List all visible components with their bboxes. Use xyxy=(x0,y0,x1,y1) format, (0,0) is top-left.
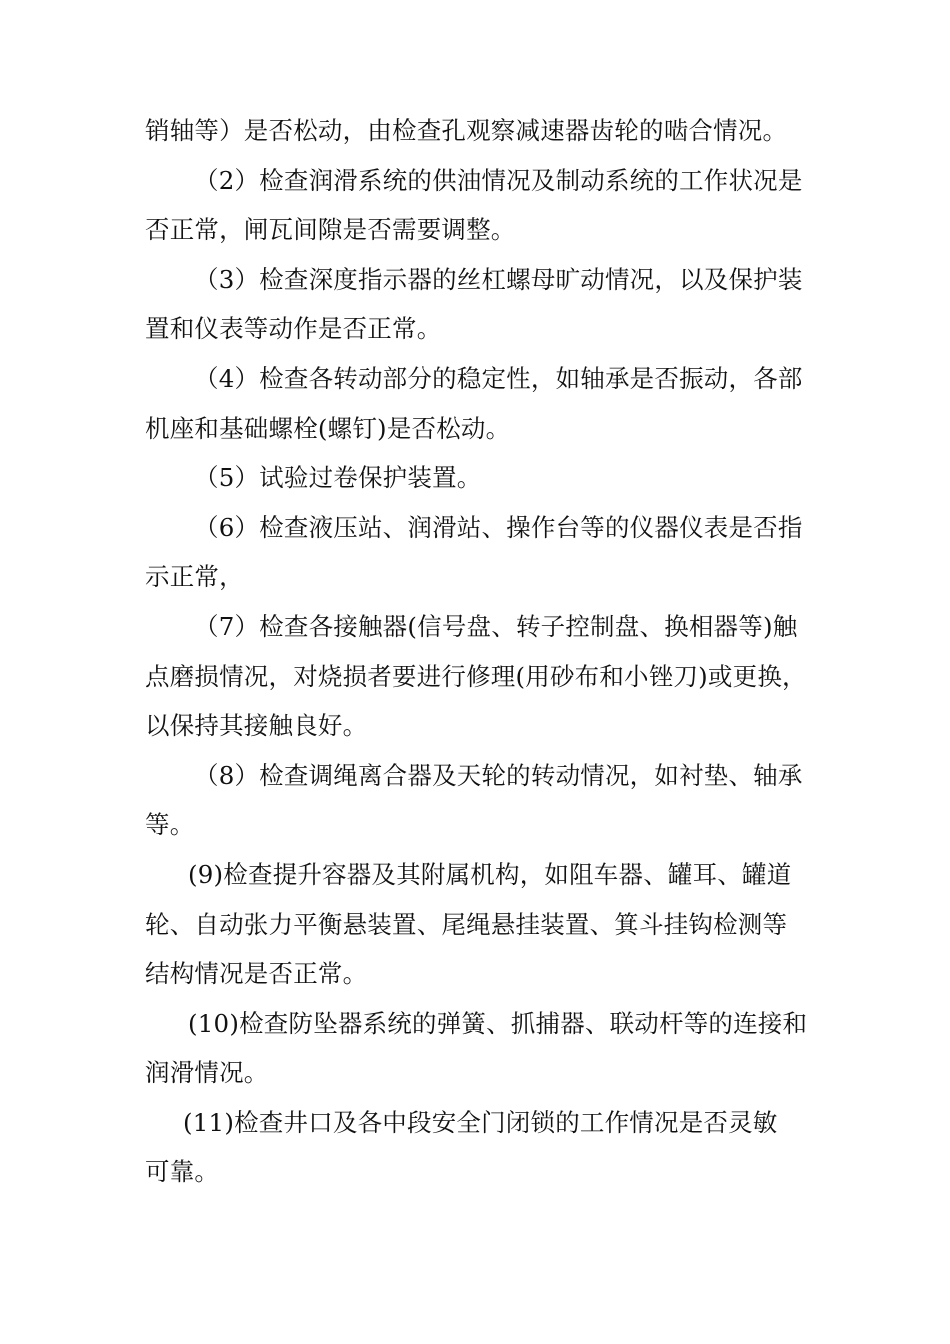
text-line: 点磨损情况，对烧损者要进行修理(用砂布和小锉刀)或更换， xyxy=(145,661,807,691)
text-line: 润滑情况。 xyxy=(145,1058,269,1088)
text-line: 置和仪表等动作是否正常。 xyxy=(145,314,442,344)
text-line: 否正常，闸瓦间隙是否需要调整。 xyxy=(145,215,516,245)
body-text xyxy=(145,106,807,1197)
text-line: (9)检查提升容器及其附属机构，如阻车器、罐耳、罐道 xyxy=(188,859,792,889)
text-line: (11)检查井口及各中段安全门闭锁的工作情况是否灵敏 xyxy=(183,1107,778,1137)
text-line: 销轴等）是否松动，由检查孔观察减速器齿轮的啮合情况。 xyxy=(145,116,788,145)
text-line: (10)检查防坠器系统的弹簧、抓捕器、联动杆等的连接和 xyxy=(188,1008,808,1038)
text-line: 以保持其接触良好。 xyxy=(145,711,368,741)
text-line: （2）检查润滑系统的供油情况及制动系统的工作状况是 xyxy=(194,165,803,195)
text-line: （3）检查深度指示器的丝杠螺母旷动情况，以及保护装 xyxy=(194,264,803,294)
text-line: （5）试验过卷保护装置。 xyxy=(194,463,482,493)
text-line: 轮、自动张力平衡悬装置、尾绳悬挂装置、箕斗挂钩检测等 xyxy=(145,909,788,939)
text-line: 结构情况是否正常。 xyxy=(145,959,368,989)
text-line: 机座和基础螺栓(螺钉)是否松动。 xyxy=(145,413,511,443)
text-line: 等。 xyxy=(145,810,195,840)
text-line: （7）检查各接触器(信号盘、转子控制盘、换相器等)触 xyxy=(194,611,798,641)
text-line: （6）检查液压站、润滑站、操作台等的仪器仪表是否指 xyxy=(194,512,803,542)
text-line: 可靠。 xyxy=(145,1157,220,1187)
text-line: 示正常， xyxy=(145,562,244,592)
text-line: （4）检查各转动部分的稳定性，如轴承是否振动，各部 xyxy=(194,363,803,393)
text-line: （8）检查调绳离合器及天轮的转动情况，如衬垫、轴承 xyxy=(194,760,803,790)
